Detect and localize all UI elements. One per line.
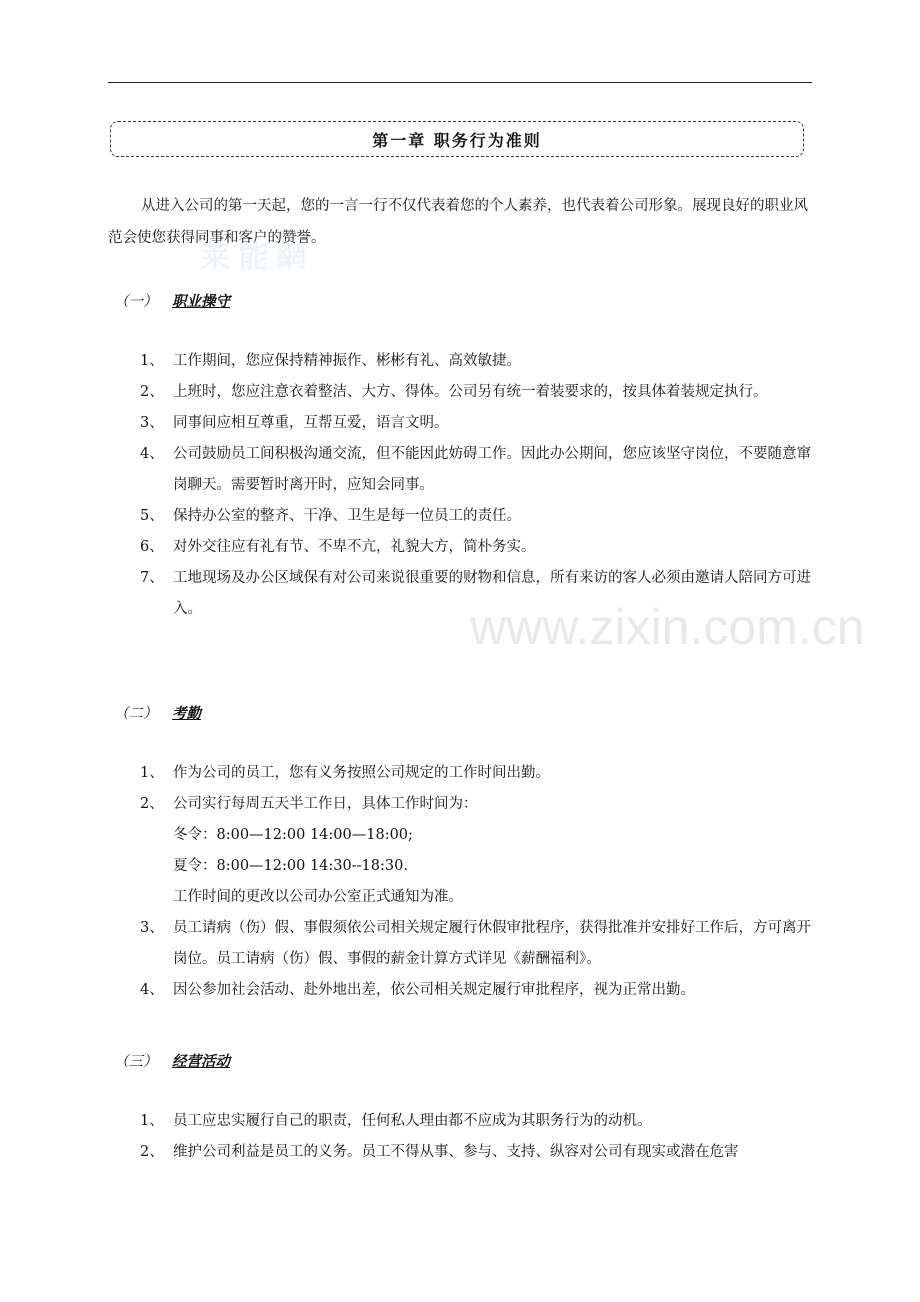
section-heading-3	[114, 1050, 230, 1071]
section-title: 考勤	[172, 706, 201, 722]
section-3-list	[140, 1106, 815, 1168]
item-text: 作为公司的员工，您有义务按照公司规定的工作时间出勤。	[173, 765, 550, 781]
watermark-top: 莱 能 網	[200, 241, 307, 274]
item-number: 1、	[140, 353, 164, 369]
section-1-list	[140, 346, 815, 625]
section-title: 经营活动	[172, 1054, 230, 1070]
section-number: （一）	[114, 294, 158, 310]
list-item	[140, 377, 815, 408]
chapter-title: 第一章 职务行为准则	[372, 130, 542, 150]
item-text: 上班时，您应注意衣着整洁、大方、得体。公司另有统一着装要求的，按具体着装规定执行。	[173, 384, 768, 400]
header-rule	[108, 82, 812, 83]
item-number: 2、	[140, 1144, 164, 1160]
list-item	[140, 532, 815, 563]
item-text: 因公参加社会活动、赴外地出差，依公司相关规定履行审批程序，视为正常出勤。	[173, 982, 695, 998]
schedule-note: 工作时间的更改以公司办公室正式通知为准。	[173, 889, 463, 905]
item-text: 公司实行每周五天半工作日，具体工作时间为：	[173, 796, 478, 812]
section-heading-2	[114, 702, 201, 723]
item-number: 3、	[140, 920, 164, 936]
list-item	[140, 913, 815, 975]
item-number: 2、	[140, 796, 164, 812]
chapter-title-box	[110, 121, 804, 157]
list-item	[140, 346, 815, 377]
item-text: 工地现场及办公区域保有对公司来说很重要的财物和信息，所有来访的客人必须由邀请人陪同方可进入。	[173, 570, 811, 617]
item-number: 1、	[140, 1113, 164, 1129]
item-number: 7、	[140, 570, 164, 586]
item-number: 2、	[140, 384, 164, 400]
section-title: 职业操守	[172, 294, 230, 310]
list-item	[140, 563, 815, 625]
list-item	[140, 408, 815, 439]
item-number: 4、	[140, 446, 164, 462]
item-text: 公司鼓励员工间积极沟通交流，但不能因此妨碍工作。因此办公期间，您应该坚守岗位，不要随意窜岗聊天。需要暂时离开时，应知会同事。	[173, 446, 811, 493]
item-number: 6、	[140, 539, 164, 555]
list-item	[140, 501, 815, 532]
item-text: 保持办公室的整齐、干净、卫生是每一位员工的责任。	[173, 508, 521, 524]
list-item	[140, 439, 815, 501]
watermark-middle: www.zixin.com.cn	[470, 599, 865, 655]
list-item	[140, 1137, 815, 1168]
section-number: （二）	[114, 706, 158, 722]
item-text: 同事间应相互尊重，互帮互爱，语言文明。	[173, 415, 449, 431]
item-text: 对外交往应有礼有节、不卑不亢，礼貌大方，简朴务实。	[173, 539, 536, 555]
list-item	[140, 758, 815, 789]
item-number: 3、	[140, 415, 164, 431]
item-text: 员工应忠实履行自己的职责，任何私人理由都不应成为其职务行为的动机。	[173, 1113, 652, 1129]
list-item	[140, 789, 815, 913]
list-item	[140, 975, 815, 1006]
list-item	[140, 1106, 815, 1137]
item-text: 员工请病（伤）假、事假须依公司相关规定履行休假审批程序，获得批准并安排好工作后，方可离开岗位。员工请病（伤）假、事假的薪金计算方式详见《薪酬福利》。	[173, 920, 811, 967]
item-text: 工作期间，您应保持精神振作、彬彬有礼、高效敏捷。	[173, 353, 521, 369]
item-number: 4、	[140, 982, 164, 998]
section-number: （三）	[114, 1054, 158, 1070]
item-number: 1、	[140, 765, 164, 781]
section-heading-1	[114, 290, 230, 311]
section-2-list	[140, 758, 815, 1006]
intro-paragraph: 从进入公司的第一天起，您的一言一行不仅代表着您的个人素养，也代表着公司形象。展现良好的职业风范会使您获得同事和客户的赞誉。	[108, 198, 808, 246]
schedule-summer: 夏令：8:00—12:00 14:30--18:30.	[173, 858, 408, 874]
schedule-winter: 冬令：8:00—12:00 14:00—18:00;	[173, 827, 413, 843]
item-text: 维护公司利益是员工的义务。员工不得从事、参与、支持、纵容对公司有现实或潜在危害	[173, 1144, 739, 1160]
item-number: 5、	[140, 508, 164, 524]
